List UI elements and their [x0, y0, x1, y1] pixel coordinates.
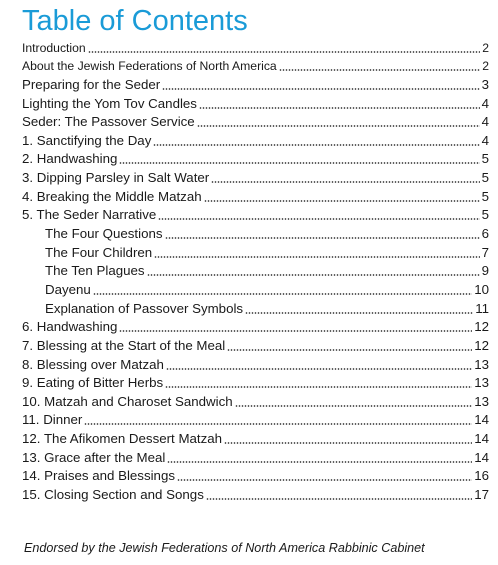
dot-leader	[245, 312, 473, 314]
toc-entry[interactable]	[22, 223, 489, 242]
toc-entry-page-number: 13	[474, 393, 489, 409]
toc-entry-label: The Four Children	[45, 244, 153, 260]
dot-leader	[158, 218, 479, 220]
toc-entry[interactable]	[22, 391, 489, 410]
dot-leader	[227, 349, 472, 351]
endorsement-footer: Endorsed by the Jewish Federations of North America Rabbinic Cabinet	[24, 541, 425, 555]
toc-entry-label: 7. Blessing at the Start of the Meal	[22, 337, 226, 353]
dot-leader	[119, 162, 479, 164]
dot-leader	[204, 200, 480, 202]
toc-entry-page-number: 4	[481, 132, 489, 148]
dot-leader	[211, 181, 479, 183]
toc-entry[interactable]	[22, 205, 489, 224]
toc-entry-label: 11. Dinner	[22, 412, 83, 428]
toc-entry-page-number: 6	[481, 226, 489, 242]
toc-entry-page-number: 13	[474, 375, 489, 391]
toc-entry[interactable]	[22, 279, 489, 298]
toc-entry[interactable]	[22, 428, 489, 447]
toc-entry[interactable]	[22, 93, 489, 112]
dot-leader	[119, 330, 472, 332]
dot-leader	[197, 125, 480, 127]
toc-entry[interactable]	[22, 74, 489, 93]
toc-entry-label: About the Jewish Federations of North America	[22, 59, 277, 74]
toc-entry-page-number: 12	[474, 337, 489, 353]
toc-entry-page-number: 14	[474, 449, 489, 465]
toc-entry[interactable]	[22, 466, 489, 485]
toc-entry-page-number: 3	[481, 76, 489, 92]
table-of-contents	[22, 37, 489, 503]
toc-entry-page-number: 5	[481, 151, 489, 167]
dot-leader	[154, 256, 479, 258]
toc-entry-label: 10. Matzah and Charoset Sandwich	[22, 393, 233, 409]
toc-entry[interactable]	[22, 261, 489, 280]
dot-leader	[165, 237, 480, 239]
toc-entry-label: The Ten Plagues	[45, 263, 145, 279]
page-title: Table of Contents	[22, 5, 248, 37]
toc-entry-label: Introduction	[22, 40, 86, 55]
dot-leader	[84, 423, 472, 425]
toc-entry[interactable]	[22, 167, 489, 186]
dot-leader	[167, 461, 472, 463]
dot-leader	[224, 442, 472, 444]
toc-entry[interactable]	[22, 37, 489, 56]
toc-entry-page-number: 5	[481, 170, 489, 186]
toc-entry-label: Lighting the Yom Tov Candles	[22, 95, 197, 111]
toc-entry[interactable]	[22, 56, 489, 75]
dot-leader	[88, 51, 481, 53]
dot-leader	[166, 368, 472, 370]
toc-entry[interactable]	[22, 354, 489, 373]
toc-entry[interactable]	[22, 130, 489, 149]
toc-entry-label: Seder: The Passover Service	[22, 114, 195, 130]
toc-entry[interactable]	[22, 373, 489, 392]
toc-entry-page-number: 16	[474, 468, 489, 484]
toc-entry-label: Dayenu	[45, 281, 91, 297]
toc-entry-page-number: 13	[474, 356, 489, 372]
toc-entry-label: 5. The Seder Narrative	[22, 207, 157, 223]
toc-entry-page-number: 4	[481, 114, 489, 130]
toc-entry-page-number: 5	[481, 188, 489, 204]
toc-entry[interactable]	[22, 242, 489, 261]
toc-entry[interactable]	[22, 112, 489, 131]
toc-entry-page-number: 12	[474, 319, 489, 335]
toc-entry[interactable]	[22, 447, 489, 466]
toc-entry-page-number: 5	[481, 207, 489, 223]
toc-entry-label: Explanation of Passover Symbols	[45, 300, 244, 316]
toc-entry-label: 1. Sanctifying the Day	[22, 132, 152, 148]
toc-entry[interactable]	[22, 335, 489, 354]
toc-entry-label: 4. Breaking the Middle Matzah	[22, 188, 202, 204]
dot-leader	[165, 386, 472, 388]
toc-entry-page-number: 17	[474, 487, 489, 503]
toc-entry[interactable]	[22, 317, 489, 336]
toc-entry[interactable]	[22, 484, 489, 503]
toc-entry-label: 14. Praises and Blessings	[22, 468, 175, 484]
toc-entry-label: The Four Questions	[45, 226, 163, 242]
dot-leader	[162, 88, 479, 90]
toc-entry-label: 8. Blessing over Matzah	[22, 356, 164, 372]
dot-leader	[206, 498, 472, 500]
toc-entry-label: 12. The Afikomen Dessert Matzah	[22, 431, 223, 447]
toc-entry-page-number: 7	[481, 244, 489, 260]
toc-entry[interactable]	[22, 186, 489, 205]
dot-leader	[235, 405, 473, 407]
toc-entry[interactable]	[22, 410, 489, 429]
dot-leader	[153, 144, 479, 146]
toc-entry-page-number: 14	[474, 412, 489, 428]
toc-entry-label: 13. Grace after the Meal	[22, 449, 166, 465]
dot-leader	[177, 479, 472, 481]
toc-entry-label: Preparing for the Seder	[22, 76, 161, 92]
toc-entry-label: 3. Dipping Parsley in Salt Water	[22, 170, 210, 186]
dot-leader	[147, 274, 480, 276]
toc-entry-page-number: 2	[482, 59, 489, 74]
toc-entry[interactable]	[22, 149, 489, 168]
dot-leader	[199, 107, 480, 109]
toc-entry-label: 2. Handwashing	[22, 151, 118, 167]
toc-entry-page-number: 10	[474, 281, 489, 297]
toc-entry-label: 15. Closing Section and Songs	[22, 487, 204, 503]
toc-entry-page-number: 14	[474, 431, 489, 447]
dot-leader	[93, 293, 472, 295]
toc-entry-label: 6. Handwashing	[22, 319, 118, 335]
toc-entry-page-number: 4	[481, 95, 489, 111]
toc-entry-page-number: 2	[482, 40, 489, 55]
dot-leader	[279, 69, 481, 71]
toc-entry-label: 9. Eating of Bitter Herbs	[22, 375, 164, 391]
toc-entry-page-number: 9	[481, 263, 489, 279]
toc-entry-page-number: 11	[475, 300, 489, 316]
toc-entry[interactable]	[22, 298, 489, 317]
